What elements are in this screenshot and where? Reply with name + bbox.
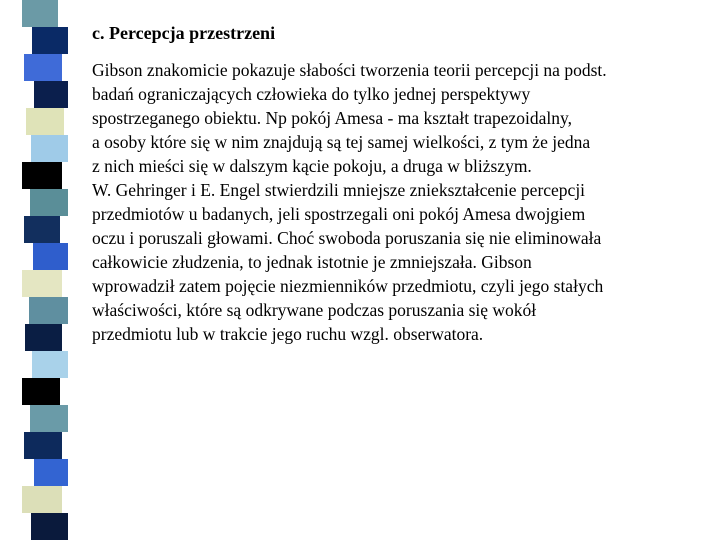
stripe-block bbox=[22, 162, 62, 189]
body-text-line: całkowicie złudzenia, to jednak istotnie je zmniejszała. Gibson bbox=[92, 252, 532, 272]
stripe-block bbox=[24, 216, 60, 243]
stripe-block bbox=[26, 108, 64, 135]
slide-body-text bbox=[92, 58, 712, 346]
stripe-block bbox=[33, 243, 68, 270]
body-text-line: oczu i poruszali głowami. Choć swoboda poruszania się nie eliminowała bbox=[92, 228, 602, 248]
body-text-line: wprowadził zatem pojęcie niezmienników przedmiotu, czyli jego stałych bbox=[92, 276, 604, 296]
stripe-block bbox=[30, 189, 68, 216]
body-text-line: spostrzeganego obiektu. Np pokój Amesa - ma kształt trapezoidalny, bbox=[92, 108, 572, 128]
body-text-line: badań ograniczających człowieka do tylko jednej perspektywy bbox=[92, 84, 531, 104]
stripe-block bbox=[30, 405, 68, 432]
body-text-line: a osoby które się w nim znajdują są tej samej wielkości, z tym że jedna bbox=[92, 132, 591, 152]
stripe-block bbox=[22, 270, 62, 297]
stripe-block bbox=[34, 81, 68, 108]
stripe-block bbox=[22, 486, 62, 513]
decorative-stripe-bar bbox=[22, 0, 68, 540]
body-text-line: W. Gehringer i E. Engel stwierdzili mniejsze zniekształcenie percepcji bbox=[92, 180, 586, 200]
body-text-line: właściwości, które są odkrywane podczas poruszania się wokół bbox=[92, 300, 537, 320]
body-text-line: z nich mieści się w dalszym kącie pokoju, a druga w bliższym. bbox=[92, 156, 532, 176]
body-text-line: przedmiotu lub w trakcie jego ruchu wzgl. obserwatora. bbox=[92, 324, 484, 344]
stripe-block bbox=[22, 378, 60, 405]
stripe-block bbox=[25, 324, 62, 351]
slide-title: c. Percepcja przestrzeni bbox=[92, 23, 276, 43]
body-text-line: Gibson znakomicie pokazuje słabości tworzenia teorii percepcji na podst. bbox=[92, 60, 607, 80]
stripe-block bbox=[34, 459, 68, 486]
stripe-block bbox=[31, 135, 68, 162]
stripe-block bbox=[29, 297, 68, 324]
stripe-block bbox=[31, 513, 68, 540]
stripe-block bbox=[32, 351, 68, 378]
body-text-line: przedmiotów u badanych, jeli spostrzegali oni pokój Amesa dwojgiem bbox=[92, 204, 586, 224]
stripe-block bbox=[24, 54, 62, 81]
stripe-block bbox=[32, 27, 68, 54]
stripe-block bbox=[24, 432, 62, 459]
stripe-block bbox=[22, 0, 58, 27]
